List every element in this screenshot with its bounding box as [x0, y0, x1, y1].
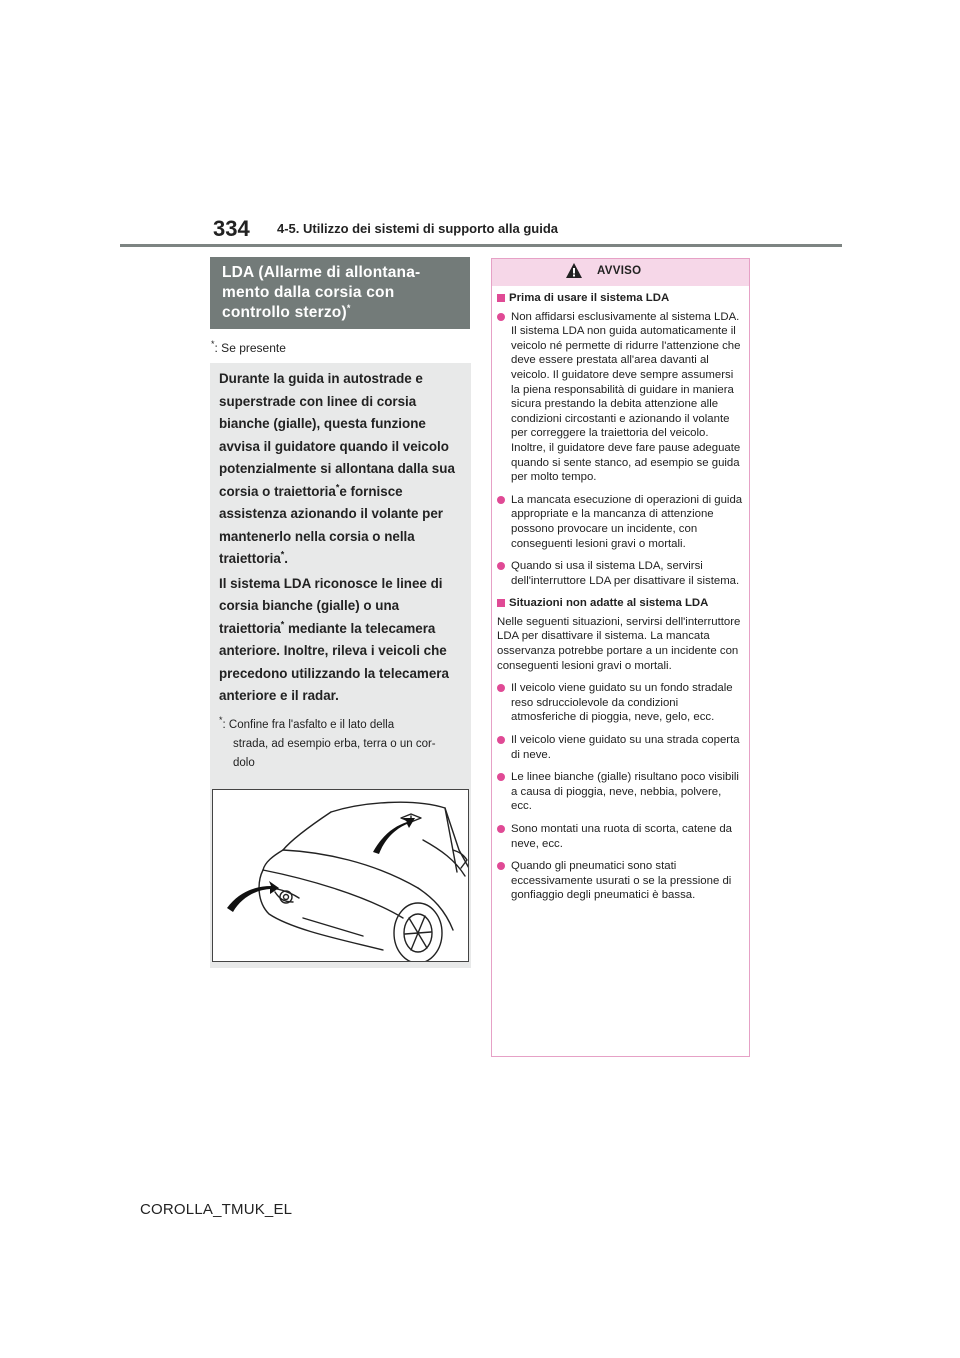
item-text: Sono montati una ruota di scorta, catene da neve, ecc. — [511, 823, 732, 850]
side-mirror-line — [423, 840, 465, 876]
circle-bullet-icon — [497, 825, 505, 833]
description-text-run: Il sistema LDA riconosce le linee di corsia bianche (gialle) o una traiettoria — [219, 575, 443, 636]
warning-item — [497, 822, 745, 851]
description-text-run: e fornisce assistenza azionando il volante per mantenerlo nella corsia o nella traiettoria — [219, 483, 443, 566]
item-text: Il veicolo viene guidato su un fondo stradale reso sdrucciolevole da condizioni atmosferiche di pioggia, neve, gelo, ecc. — [511, 682, 733, 724]
item-text: La mancata esecuzione di operazioni di guida appropriate e la mancanza di attenzione possono provocare un incidente, con conseguenti lesioni gravi o mortali. — [511, 493, 743, 550]
grille-line — [303, 918, 363, 936]
callout-arrows — [227, 818, 415, 912]
hood-rear-line — [283, 850, 418, 888]
warning-item — [497, 493, 745, 551]
warning-label: AVVISO — [597, 265, 642, 277]
item-text: Non affidarsi esclusivamente al sistema LDA. Il sistema LDA non guida automaticamente il veicolo né permette di ridurre l'attenzione che deve essere prestata all'area davanti al veicolo. Il guidatore deve sempre assumersi la piena responsabilità di guidare in maniera sicura prestando la debita attenzione alle condizioni circostanti e azionando il volante per correggere la traiettoria del veicolo. Inoltre, il guidatore deve fare pause adeguate quando si sente stanco, ad esempio se guida per molto tempo. — [511, 310, 741, 484]
footnote-marker: * — [335, 482, 340, 493]
warning-item — [497, 859, 745, 903]
heading-text: Situazioni non adatte al sistema LDA — [509, 597, 709, 610]
warning-item — [497, 559, 745, 588]
car-illustration — [212, 789, 469, 962]
description-text-run: mediante la telecamera anteriore. Inoltre, rileva i veicoli che precedono utilizzando la telecamera anteriore e il radar. — [219, 620, 449, 703]
page-number: 334 — [213, 216, 250, 241]
warning-paragraph: Nelle seguenti situazioni, servirsi dell'interruttore LDA per disattivare il sistema. La mancata osservanza potrebbe portare a un incidente con conseguenti lesioni gravi o mortali. — [497, 615, 741, 672]
hood-front-crease — [263, 870, 403, 918]
camera-sensor — [284, 895, 289, 900]
circle-bullet-icon — [497, 773, 505, 781]
windshield-left-edge — [283, 812, 331, 850]
lda-title — [222, 263, 464, 323]
arrow-front-radar — [227, 881, 279, 912]
description-paragraph — [219, 368, 465, 571]
heading-text: Prima di usare il sistema LDA — [509, 292, 670, 304]
item-text: Il veicolo viene guidato su una strada coperta di neve. — [511, 734, 740, 761]
circle-bullet-icon — [497, 862, 505, 870]
document-code: COROLLA_TMUK_EL — [140, 1201, 293, 1218]
footnote-line — [219, 716, 467, 735]
footnote-marker: * — [280, 549, 285, 560]
warning-section-heading — [497, 596, 745, 611]
warning-item — [497, 681, 745, 725]
windshield-top-edge — [331, 802, 469, 870]
circle-bullet-icon — [497, 736, 505, 744]
circle-bullet-icon — [497, 562, 505, 570]
section-title: 4-5. Utilizzo dei sistemi di supporto alla guida — [277, 221, 558, 236]
description-text-run: Durante la guida in autostrade e superstrade con linee di corsia bianche (gialle), questa funzione avvisa il guidatore quando il veicolo potenzialmente si allontana dalla sua corsia o traiettoria — [219, 371, 455, 499]
footnote-marker: * — [280, 619, 285, 630]
description-paragraph — [219, 573, 465, 708]
warning-section-heading — [497, 291, 745, 306]
wheel-spokes — [405, 916, 431, 950]
car-drawing — [213, 790, 469, 962]
circle-bullet-icon — [497, 496, 505, 504]
headlight-top — [273, 888, 299, 898]
circle-bullet-icon — [497, 684, 505, 692]
footnote-line: dolo — [233, 757, 255, 769]
footnote-marker: * — [211, 339, 215, 349]
lda-title-line — [222, 303, 464, 323]
item-text: Le linee bianche (gialle) risultano poco visibili a causa di pioggia, neve, nebbia, polvere, ecc. — [511, 771, 739, 813]
square-bullet-icon — [497, 294, 505, 302]
description-text — [219, 368, 465, 708]
circle-bullet-icon — [497, 313, 505, 321]
warning-item — [497, 733, 745, 762]
item-text: Quando si usa il sistema LDA, servirsi dell'interruttore LDA per disattivare il sistema. — [511, 560, 740, 587]
warning-triangle-icon — [565, 262, 583, 280]
lda-title-line: mento dalla corsia con — [222, 284, 395, 301]
warning-item — [497, 310, 745, 485]
lda-title-line-text: controllo sterzo) — [222, 304, 347, 321]
footnote-marker: * — [219, 715, 223, 726]
footnote-marker: * — [346, 302, 351, 313]
warning-body — [497, 291, 745, 911]
front-fender — [418, 888, 453, 930]
footnote-line: strada, ad esempio erba, terra o un cor- — [233, 738, 436, 750]
front-bumper — [259, 870, 383, 950]
lda-title-line: LDA (Allarme di allontana- — [222, 264, 421, 281]
square-bullet-icon — [497, 599, 505, 607]
description-footnote — [219, 716, 467, 773]
availability-footnote — [211, 341, 286, 355]
item-text: Quando gli pneumatici sono stati eccessivamente usurati o se la pressione di gonfiaggio degli pneumatici è bassa. — [511, 860, 732, 902]
footnote-text: : Confine fra l'asfalto e il lato della — [222, 719, 395, 731]
header-divider — [120, 244, 842, 247]
hood-left-edge — [263, 850, 283, 870]
description-text-run: . — [284, 551, 289, 566]
warning-item — [497, 770, 745, 814]
footnote-text: : Se presente — [214, 341, 286, 355]
arrow-windshield-camera — [373, 818, 415, 854]
